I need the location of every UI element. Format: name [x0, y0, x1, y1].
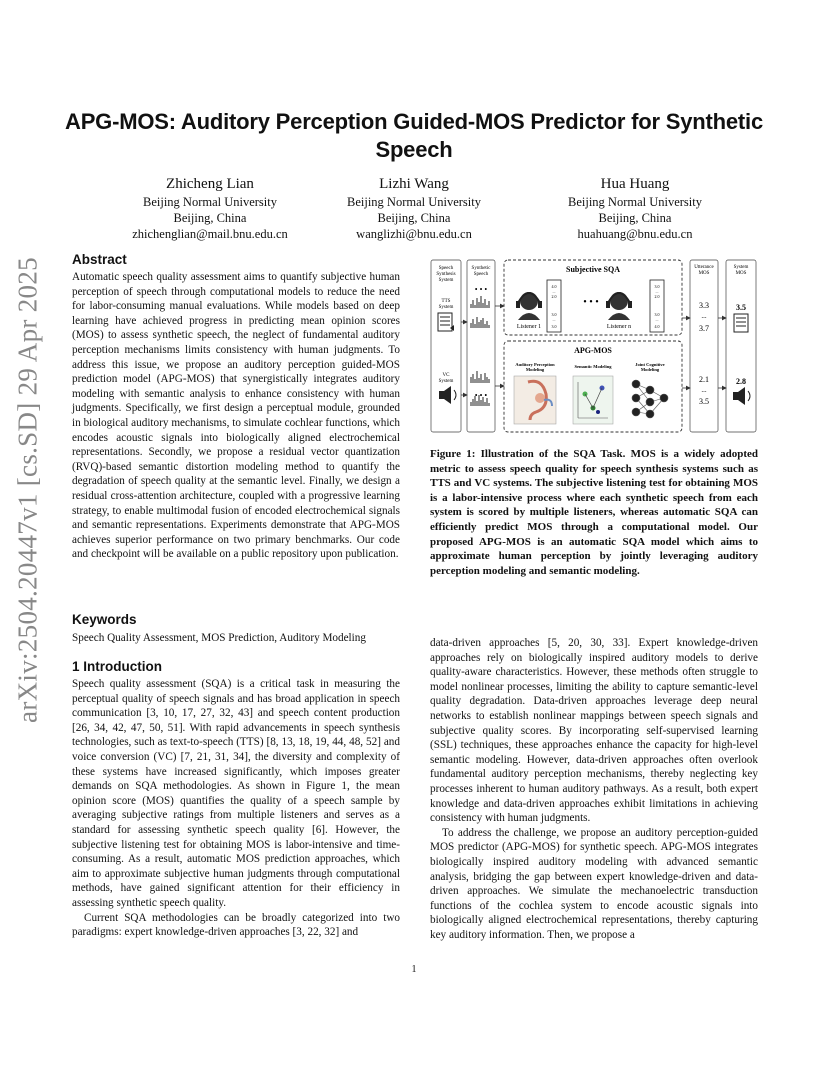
arxiv-id-text: arXiv:2504.20447v1 [cs.SD] 29 Apr 2025	[12, 257, 43, 723]
svg-text:4.0: 4.0	[551, 284, 557, 289]
svg-text:...: ...	[701, 386, 707, 394]
introduction-section	[72, 659, 400, 940]
svg-text:2.0: 2.0	[654, 294, 660, 299]
vc-label-1: VC	[442, 373, 450, 378]
author-affiliation: Beijing Normal University	[567, 195, 702, 209]
figure-1	[428, 258, 762, 436]
right-column-text	[430, 636, 758, 942]
abstract-section	[72, 252, 400, 562]
neural-network-icon	[632, 380, 668, 418]
tts-label-1: TTS	[441, 299, 451, 304]
keywords-text: Speech Quality Assessment, MOS Prediction, Auditory Modeling	[72, 632, 366, 644]
svg-text:MOS: MOS	[735, 271, 747, 276]
keywords-heading: Keywords	[72, 612, 137, 627]
svg-text:3.0: 3.0	[551, 312, 557, 317]
tts-document-icon	[438, 313, 454, 331]
svg-text:Modeling: Modeling	[525, 367, 545, 372]
ear-icon	[514, 376, 556, 424]
system-speaker-icon	[733, 387, 750, 405]
system-score-bottom: 2.8	[736, 377, 746, 386]
vc-label-2: System	[438, 379, 454, 384]
synthesis-label-3: System	[438, 278, 454, 283]
apg-mos-label: APG-MOS	[574, 346, 612, 355]
utterance-mos-box	[690, 260, 718, 432]
intro-paragraph-3: To address the challenge, we propose an auditory perception-guided MOS predictor (APG-MOS) for synthetic speech. APG-MOS integrates biologically inspired auditory modeling with advanced semantic analysis, bridging the gap between expert knowledge-driven and data-driven approaches. We simulate the mechanoelectric transduction functions of the cochlea system to encode acoustic signals into biologically aligned electrochemical representations, thereby capturing key auditory information. Then, we propose a	[430, 826, 758, 941]
listener-1-label: Listener 1	[516, 324, 542, 330]
author-name: Zhicheng Lian	[166, 176, 254, 192]
abstract-heading: Abstract	[72, 252, 127, 267]
author-location: Beijing, China	[377, 211, 451, 225]
author-affiliation: Beijing Normal University	[346, 195, 481, 209]
waveform-ellipsis-top: • • •	[474, 285, 488, 294]
svg-text:Utterance: Utterance	[694, 265, 714, 270]
author-email: wanglizhi@bnu.edu.cn	[356, 227, 472, 241]
svg-text:Auditory Perception: Auditory Perception	[515, 362, 555, 367]
figure-1-caption-block	[430, 447, 758, 578]
utterance-score-bottom-2: 3.5	[699, 397, 709, 406]
synthesis-system-box	[431, 260, 461, 432]
author-name: Hua Huang	[600, 176, 670, 192]
synthetic-label-2: Speech	[473, 272, 489, 277]
listeners-ellipsis: • • •	[583, 297, 599, 308]
svg-text:3.0: 3.0	[654, 284, 660, 289]
figure-1-diagram	[428, 258, 762, 436]
page-number: 1	[411, 964, 417, 975]
svg-text:System: System	[733, 265, 749, 270]
utterance-score-top-1: 3.3	[699, 301, 709, 310]
author-email: zhichenglian@mail.bnu.edu.cn	[132, 227, 288, 241]
svg-text:Modeling: Modeling	[640, 367, 660, 372]
utterance-score-top-2: 3.7	[699, 324, 709, 333]
author-block-2	[294, 175, 534, 242]
intro-paragraph-1: Speech quality assessment (SQA) is a critical task in measuring the perceptual quality of speech signals and has broad application in speech communication [3, 10, 17, 27, 32, 43] and speech content production [26, 34, 42, 47, 50, 51]. With rapid advancements in speech synthesis technologies, such as text-to-speech (TTS) [8, 13, 18, 19, 44, 48, 52] and voice conversion (VC) [7, 21, 31, 34], the diversity and complexity of these systems have increased significantly, which imposes greater demands on SQA methodologies. As shown in Figure 1, the mean opinion score (MOS) quantifies the quality of a speech sample by averaging subjective ratings from multiple listeners and serves as a standard for assessing synthetic speech quality [6]. However, the subjective listening test for obtaining MOS is labor-intensive and time-consuming. As a result, automatic MOS prediction approaches, which aim to approximate subjective human judgments through computational methods, have gained significant attention for their efficiency in assessing synthetic speech quality.	[72, 678, 400, 909]
author-email: huahuang@bnu.edu.cn	[577, 227, 693, 241]
waveform-ellipsis-bottom: • • •	[474, 391, 488, 400]
tts-label-2: System	[438, 305, 454, 310]
intro-paragraph-2-start: Current SQA methodologies can be broadly categorized into two paradigms: expert knowledge-driven approaches [3, 22, 32] and	[72, 911, 400, 939]
svg-text:...: ...	[552, 317, 556, 322]
listener-n-score-sheet	[650, 280, 664, 332]
subjective-sqa-label: Subjective SQA	[566, 265, 620, 274]
keywords-section	[72, 612, 400, 646]
synthesis-label-2: Synthesis	[436, 272, 456, 277]
svg-text:4.0: 4.0	[654, 324, 660, 329]
semantic-scatter-icon	[573, 376, 613, 424]
utterance-score-bottom-1: 2.1	[699, 375, 709, 384]
svg-text:3.0: 3.0	[654, 312, 660, 317]
svg-text:...: ...	[655, 289, 659, 294]
listener-n-headphones-icon	[606, 292, 632, 320]
waveform-icons	[471, 296, 489, 406]
author-location: Beijing, China	[598, 211, 672, 225]
synthetic-label-1: Synthetic	[471, 266, 491, 271]
listener-1-score-sheet	[547, 280, 561, 332]
svg-text:...: ...	[655, 317, 659, 322]
system-document-icon	[734, 314, 748, 332]
system-score-top: 3.5	[736, 303, 746, 312]
svg-text:...: ...	[552, 289, 556, 294]
listener-1-headphones-icon	[516, 292, 542, 320]
svg-text:Semantic Modeling: Semantic Modeling	[574, 364, 612, 369]
system-mos-box	[726, 260, 756, 432]
paper-title: APG-MOS: Auditory Perception Guided-MOS Predictor for Synthetic Speech	[65, 109, 763, 162]
svg-text:...: ...	[701, 312, 707, 320]
synthesis-label-1: Speech	[438, 266, 454, 271]
svg-text:Joint Cognitive: Joint Cognitive	[635, 362, 665, 367]
listener-n-label: Listener n	[606, 324, 632, 330]
svg-text:3.0: 3.0	[551, 324, 557, 329]
figure-1-caption: Figure 1: Illustration of the SQA Task. MOS is a widely adopted metric to assess speech quality for speech synthesis systems such as TTS and VC systems. The subjective listening test for obtaining MOS is a labor-intensive process where each synthetic speech from each system is scored by multiple listeners, whereas automatic SQA can efficiently predict MOS through a computational model. Our proposed APG-MOS is an automatic SQA model which aims to approximate human perception by jointly leveraging auditory perception modeling and semantic modeling.	[430, 448, 758, 577]
arxiv-identifier	[8, 257, 48, 723]
author-name: Lizhi Wang	[379, 176, 449, 192]
author-block-3	[515, 175, 755, 242]
author-affiliation: Beijing Normal University	[142, 195, 277, 209]
introduction-heading: 1 Introduction	[72, 659, 162, 674]
svg-text:MOS: MOS	[698, 271, 710, 276]
author-location: Beijing, China	[173, 211, 247, 225]
abstract-text: Automatic speech quality assessment aims to quantify subjective human perception of speech through computational models to reduce the need for labor-consuming manual evaluations. While models based on deep learning have achieved progress in predicting mean opinion scores (MOS) to assess synthetic speech, the neglect of fundamental auditory perception mechanisms limits consistency with human judgments. To address this issue, we propose an auditory perception guided-MOS prediction model (APG-MOS) that synergistically integrates auditory modeling with semantic analysis to enhance consistency with human judgments. Specifically, we first design a perceptual module, grounded in biological auditory mechanisms, to simulate cochlear functions, which encodes acoustic signals into biologically aligned electrochemical representations. Secondly, we propose a residual vector quantization (RVQ)-based semantic distortion modeling method to quantify the degradation of speech quality at the semantic level. Finally, we design a residual cross-attention architecture, coupled with a progressive learning strategy, to enable multimodal fusion of encoded electrochemical signals and semantic representations. Experiments demonstrate that APG-MOS achieves superior performance on two primary benchmarks. Our code and checkpoint will be available on a public repository upon publication.	[72, 271, 400, 561]
vc-speaker-icon	[439, 386, 456, 404]
intro-paragraph-2-cont: data-driven approaches [5, 20, 30, 33]. Expert knowledge-driven approaches rely on biologically inspired auditory models to derive quality-aware characteristics. However, these methods often struggle to model nonlinear processes, limiting the ability to capture semantic-level quality degradation. Data-driven approaches leverage deep neural networks to establish nonlinear mappings between speech signals and subjective quality scores. By incorporating self-supervised learning (SSL) techniques, these approaches enhance the capacity for high-level semantic modeling. However, data-driven approaches often overlook fundamental auditory perception mechanisms, thereby neglecting key processes inherent to human auditory pathways. As a result, both expert knowledge and data-driven approaches exhibit limitations in achieving consistency with human judgments.	[430, 637, 758, 825]
svg-text:2.0: 2.0	[551, 294, 557, 299]
